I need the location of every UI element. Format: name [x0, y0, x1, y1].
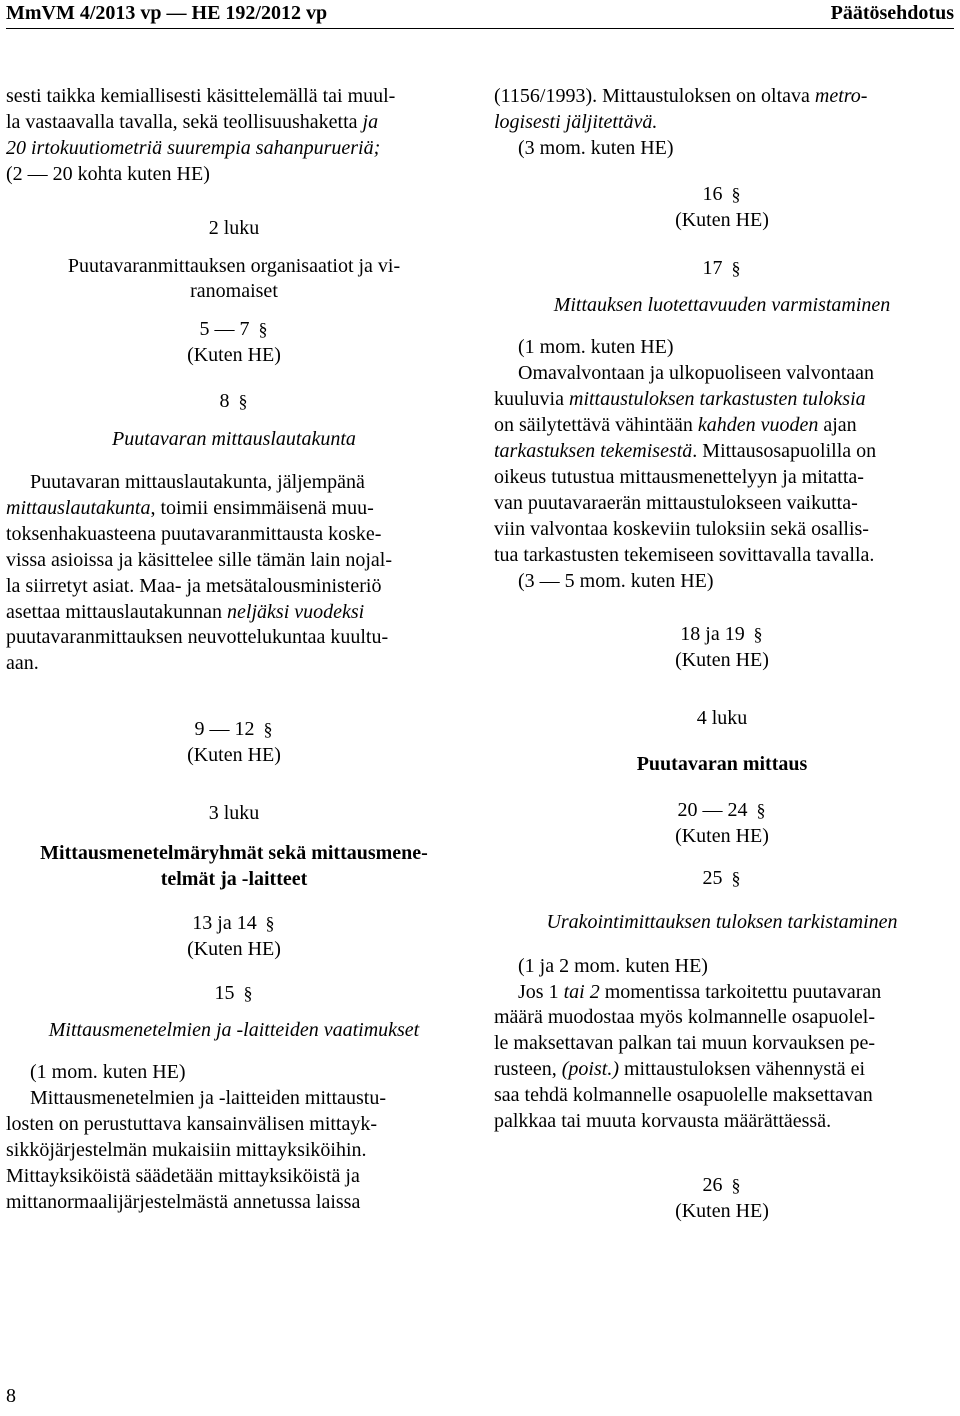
chapter-number: 4 luku: [696, 707, 748, 730]
text-run: rusteen,: [494, 1058, 562, 1081]
text-run: kuuluvia: [494, 388, 569, 411]
section-sign-icon: [731, 869, 742, 889]
section-heading: [494, 182, 950, 208]
text-line: le maksettavan palkan tai muun korvauksen pe-: [494, 1032, 875, 1055]
section-8-body: [6, 470, 462, 677]
text-run: Jos 1: [518, 980, 564, 1003]
svg-text:§: §: [753, 625, 763, 645]
section-number: 20 — 24: [677, 799, 748, 822]
svg-text:§: §: [243, 983, 252, 1003]
text-line: mittanormaalijärjestelmästä annetussa laissa: [6, 1190, 361, 1213]
section-sign-icon: [753, 625, 764, 645]
section-number: 15: [214, 981, 235, 1004]
text-run: . Mittausosapuolilla on: [692, 439, 877, 462]
svg-text:§: §: [258, 320, 267, 340]
right-column: [494, 84, 950, 1225]
text-run-italic: 20 irtokuutiometriä suurempia sahanpurueriä;: [6, 136, 381, 159]
section-15-body: [6, 1060, 462, 1215]
text-line: (3 — 5 mom. kuten HE): [518, 569, 714, 592]
section-title: [6, 1018, 462, 1044]
text-line: aan.: [6, 652, 39, 675]
section-heading: [494, 866, 950, 892]
svg-text:§: §: [731, 184, 740, 204]
text-line: puutavaranmittauksen neuvottelukuntaa kuultu-: [6, 626, 389, 649]
section-heading: [6, 717, 462, 743]
text-line: Puutavaran mittauslautakunta, jäljempänä: [30, 470, 365, 493]
section-title-text: Mittauksen luotettavuuden varmistaminen: [553, 294, 891, 317]
text-run: on säilytettävä vähintään: [494, 414, 698, 437]
section-number: 26: [702, 1174, 723, 1196]
section-17-body: [494, 335, 950, 594]
svg-text:§: §: [731, 868, 740, 888]
section-number: 5 — 7: [199, 318, 250, 341]
text-run-italic: kahden vuoden: [697, 414, 819, 437]
section-sign-icon: [263, 720, 274, 740]
section-title: [494, 293, 950, 319]
header-rule: [6, 28, 954, 29]
text-line: [494, 439, 950, 465]
text-run: (1156/1993). Mittaustuloksen on oltava: [494, 85, 815, 107]
chapter-title-line: Puutavaranmittauksen organisaatiot ja vi-: [67, 254, 401, 277]
svg-text:§: §: [731, 1176, 740, 1195]
text-line: sesti taikka kemiallisesti käsittelemällä tai muul-: [6, 85, 396, 107]
header-section-title: Päätösehdotus: [830, 2, 954, 24]
section-heading: [6, 317, 462, 343]
header-document-id: MmVM 4/2013 vp — HE 192/2012 vp: [6, 2, 328, 24]
text-run-italic: logisesti jäljitettävä.: [494, 110, 658, 133]
section-sign-icon: [258, 320, 269, 340]
text-run: momentissa tarkoitettu puutavaran: [599, 980, 882, 1003]
text-line: [494, 387, 950, 413]
section-25-body: [494, 954, 950, 1135]
text-line: Omavalvontaan ja ulkopuoliseen valvontaan: [518, 362, 875, 385]
section-number: 18 ja 19: [680, 623, 745, 646]
text-line: [494, 1057, 950, 1083]
text-run-italic: mittauslautakunta: [6, 496, 151, 519]
text-line: määrä muodostaa myös kolmannelle osapuolel-: [494, 1006, 876, 1029]
svg-text:§: §: [238, 392, 247, 412]
text-line: [494, 980, 950, 1006]
section-heading: [6, 981, 462, 1007]
text-run-italic: (poist.): [561, 1058, 619, 1081]
chapter-number: 3 luku: [208, 802, 260, 825]
section-heading: [6, 389, 462, 415]
text-line: losten on perustuttava kansainvälisen mittayk-: [6, 1113, 378, 1136]
text-line: sikköjärjestelmän mukaisiin mittayksiköihin.: [6, 1139, 367, 1162]
section-note: (Kuten HE): [675, 824, 769, 847]
text-run: mittaustuloksen vähennystä ei: [618, 1058, 866, 1081]
section-number: 17: [702, 256, 723, 279]
section-heading: [494, 256, 950, 282]
text-line: [6, 110, 462, 136]
text-line: [494, 84, 950, 110]
section-sign-icon: [731, 185, 742, 205]
section-sign-icon: [265, 914, 276, 934]
section-heading: [494, 798, 950, 824]
left-column: [6, 84, 462, 1216]
chapter-title-line: ranomaiset: [190, 280, 278, 303]
section-note: (Kuten HE): [675, 208, 769, 231]
text-run-italic: ja: [362, 110, 379, 133]
text-line: van puutavaraerän mittaustulokseen vaikutta-: [494, 491, 858, 514]
section-title: [494, 910, 950, 936]
section-sign-icon: [238, 392, 249, 412]
text-run-italic: tarkastuksen tekemisestä: [494, 439, 693, 462]
section-sign-icon: [756, 801, 767, 821]
section-title-text: Puutavaran mittauslautakunta: [112, 428, 356, 451]
section-heading: [494, 622, 950, 648]
section-title: [6, 427, 462, 453]
text-run-italic: mittaustuloksen tarkastusten tuloksia: [569, 388, 866, 411]
text-run: , toimii ensimmäisenä muu-: [150, 496, 374, 519]
section-note: (Kuten HE): [187, 937, 281, 960]
text-line: saa tehdä kolmannelle osapuolelle maksettavan: [494, 1084, 873, 1107]
section-sign-icon: [243, 984, 254, 1004]
section-number: 16: [702, 182, 723, 205]
text-line: vissa asioissa ja käsittelee sille tämän lain nojal-: [6, 548, 393, 571]
svg-text:§: §: [263, 720, 272, 740]
section-number: 8: [219, 390, 230, 413]
chapter-title-line: Mittausmenetelmäryhmät sekä mittausmene-: [40, 841, 428, 864]
text-line: [6, 136, 462, 162]
chapter-title-line: telmät ja -laitteet: [160, 867, 308, 890]
text-run: asettaa mittauslautakunnan: [6, 600, 228, 623]
text-line: (3 mom. kuten HE): [518, 136, 674, 159]
chapter-title: Puutavaran mittaus: [636, 753, 808, 776]
section-sign-icon: [731, 259, 742, 279]
text-run-italic: metro-: [814, 85, 868, 107]
text-line: (1 mom. kuten HE): [30, 1061, 186, 1084]
svg-text:§: §: [756, 801, 765, 821]
paragraph-continuation: [6, 84, 462, 188]
text-line: [494, 110, 950, 136]
section-note: (Kuten HE): [675, 649, 769, 672]
text-run: la vastaavalla tavalla, sekä teollisuushaketta: [6, 110, 363, 133]
text-line: Mittayksiköistä säädetään mittayksiköistä ja: [6, 1165, 360, 1187]
section-heading: [494, 1173, 950, 1199]
paragraph-continuation: [494, 84, 950, 162]
chapter-number: 2 luku: [208, 216, 260, 239]
section-note: (Kuten HE): [187, 344, 281, 367]
text-line: toksenhakuasteena puutavaranmittausta koske-: [6, 522, 382, 545]
text-run: ajan: [818, 414, 857, 437]
text-line: (1 mom. kuten HE): [518, 336, 674, 359]
section-title-text: Mittausmenetelmien ja -laitteiden vaatimukset: [48, 1019, 420, 1042]
text-line: la siirretyt asiat. Maa- ja metsätalousministeriö: [6, 574, 382, 597]
section-title-text: Urakointimittauksen tuloksen tarkistaminen: [546, 910, 898, 933]
text-line: [494, 413, 950, 439]
text-run-italic: tai 2: [563, 980, 600, 1003]
page-header: [6, 0, 954, 28]
text-line: [6, 496, 462, 522]
section-note: (Kuten HE): [675, 1199, 769, 1222]
text-line: palkkaa tai muuta korvausta määrättäessä.: [494, 1110, 832, 1133]
svg-text:§: §: [265, 913, 275, 933]
text-line: [6, 600, 462, 626]
section-note: (Kuten HE): [187, 744, 281, 767]
section-number: 9 — 12: [194, 718, 255, 741]
section-number: 25: [702, 866, 723, 889]
text-line: (2 — 20 kohta kuten HE): [6, 162, 210, 185]
text-line: Mittausmenetelmien ja -laitteiden mittaustu-: [30, 1087, 387, 1110]
page-number: 8: [6, 1385, 16, 1407]
text-line: tua tarkastusten tekemiseen sovittavalla tavalla.: [494, 543, 875, 566]
section-heading: [6, 911, 462, 937]
text-line: viin valvontaa koskeviin tuloksiin sekä osallis-: [494, 517, 869, 540]
svg-text:§: §: [731, 258, 740, 278]
section-sign-icon: [731, 1176, 742, 1196]
text-line: oikeus tutustua mittausmenettelyyn ja mitatta-: [494, 465, 864, 488]
section-number: 13 ja 14: [192, 911, 257, 934]
text-run-italic: neljäksi vuodeksi: [227, 600, 365, 623]
text-line: (1 ja 2 mom. kuten HE): [518, 954, 708, 977]
